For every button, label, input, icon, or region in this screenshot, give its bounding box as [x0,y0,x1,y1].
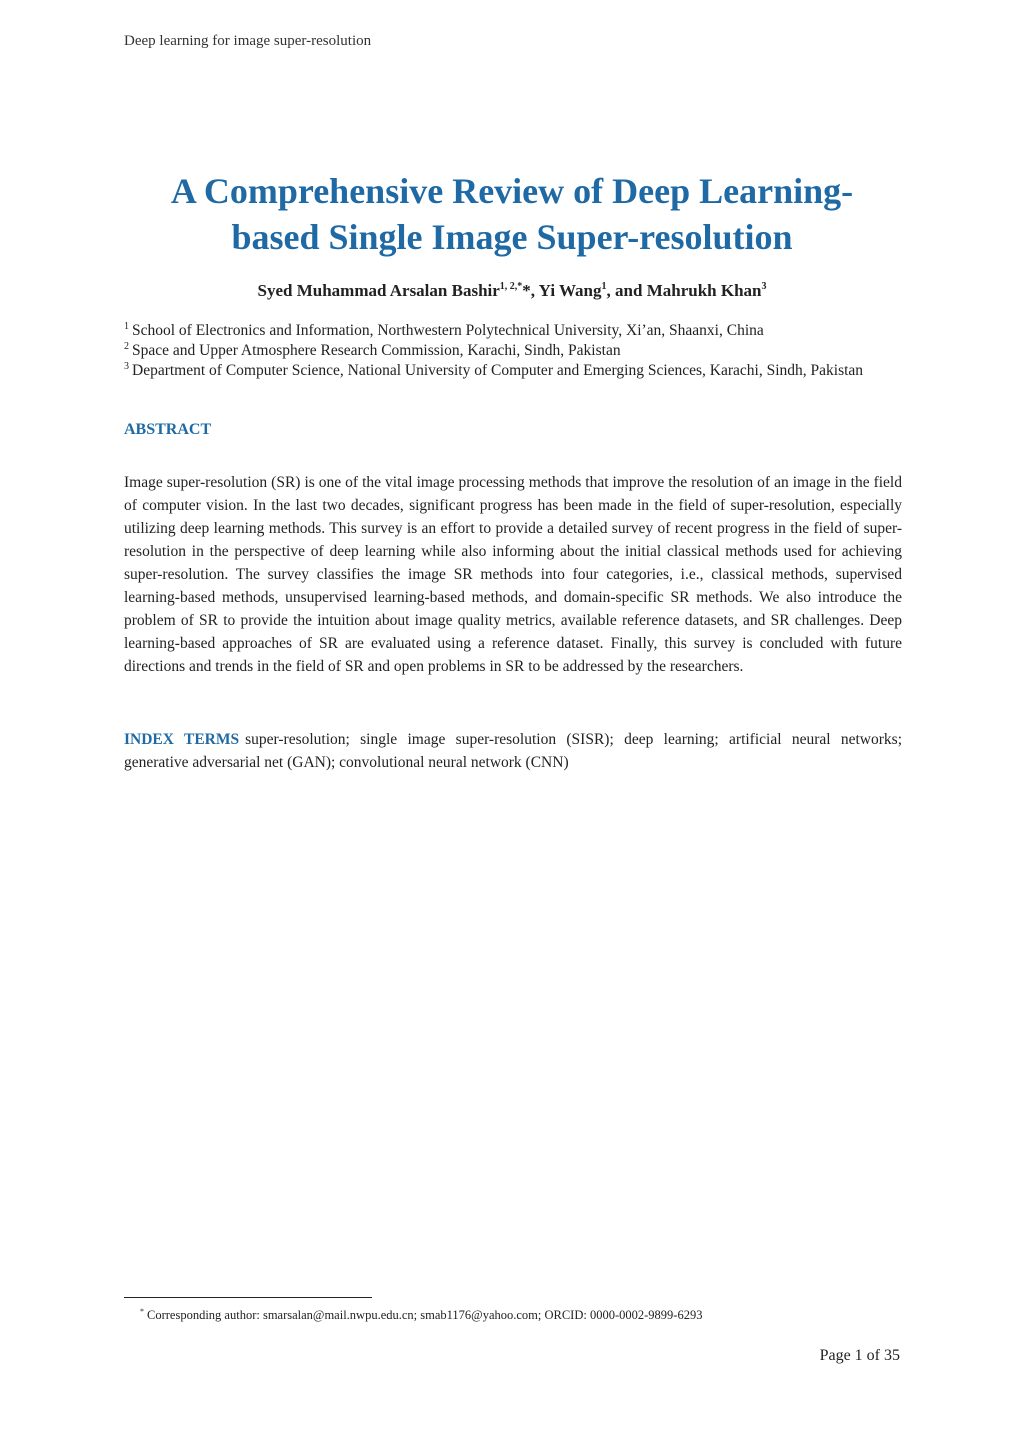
index-terms [124,728,902,774]
footnote-mark: * [140,1307,144,1316]
paper-title [100,168,924,260]
affiliation-text: School of Electronics and Information, Northwestern Polytechnical University, Xi’an, Shaanxi, China [132,322,764,339]
affiliation-text: Space and Upper Atmosphere Research Commission, Karachi, Sindh, Pakistan [132,342,621,359]
affiliation-number: 2 [124,341,129,352]
author-3-name: Mahrukh Khan [646,281,762,300]
footnote-text: Corresponding author: smarsalan@mail.nwpu.edu.cn; smab1176@yahoo.com; ORCID: 0000-0002-9899-6293 [147,1308,703,1322]
page-number: Page 1 of 35 [819,1347,900,1364]
author-list [100,281,924,301]
affiliation-item [124,361,904,381]
affiliation-item [124,321,904,341]
author-1-affiliation-marks: 1, 2,* [499,281,523,292]
affiliation-item [124,341,904,361]
paper-title-line-2: based Single Image Super-resolution [231,217,793,257]
running-header: Deep learning for image super-resolution [124,33,372,49]
footnote [140,1308,702,1323]
author-separator-2: , and [606,281,647,300]
author-2-name: Yi Wang [538,281,602,300]
affiliation-number: 1 [124,321,129,332]
affiliation-number: 3 [124,361,129,372]
author-3-affiliation-marks: 3 [761,281,767,292]
footnote-divider [124,1297,372,1298]
abstract-heading: ABSTRACT [124,421,212,438]
index-terms-label: INDEX TERMS [124,731,240,748]
author-1-name: Syed Muhammad Arsalan Bashir [257,281,500,300]
author-separator-1: , [530,281,539,300]
affiliation-text: Department of Computer Science, National University of Computer and Emerging Sciences, Karachi, Sindh, Pakistan [132,362,864,379]
affiliation-list [124,321,904,381]
index-terms-text: super-resolution; single image super-resolution (SISR); deep learning; artificial neural networks; generative adversarial net (GAN); convolutional neural network (CNN) [124,731,903,771]
paper-title-line-1: A Comprehensive Review of Deep Learning- [170,171,854,211]
author-2-affiliation-marks: 1 [601,281,607,292]
author-1-corresponding-mark: * [522,281,531,300]
abstract-body: Image super-resolution (SR) is one of the vital image processing methods that improve the resolution of an image in the field of computer vision. In the last two decades, significant progress has been made in the field of super-resolution, especially utilizing deep learning methods. This survey is an effort to provide a detailed survey of recent progress in the field of super-resolution in the perspective of deep learning while also informing about the initial classical methods used for achieving super-resolution. The survey classifies the image SR methods into four categories, i.e., classical methods, supervised learning-based methods, unsupervised learning-based methods, and domain-specific SR methods. We also introduce the problem of SR to provide the intuition about image quality metrics, available reference datasets, and SR challenges. Deep learning-based approaches of SR are evaluated using a reference dataset. Finally, this survey is concluded with future directions and trends in the field of SR and open problems in SR to be addressed by the researchers. [124,474,902,675]
